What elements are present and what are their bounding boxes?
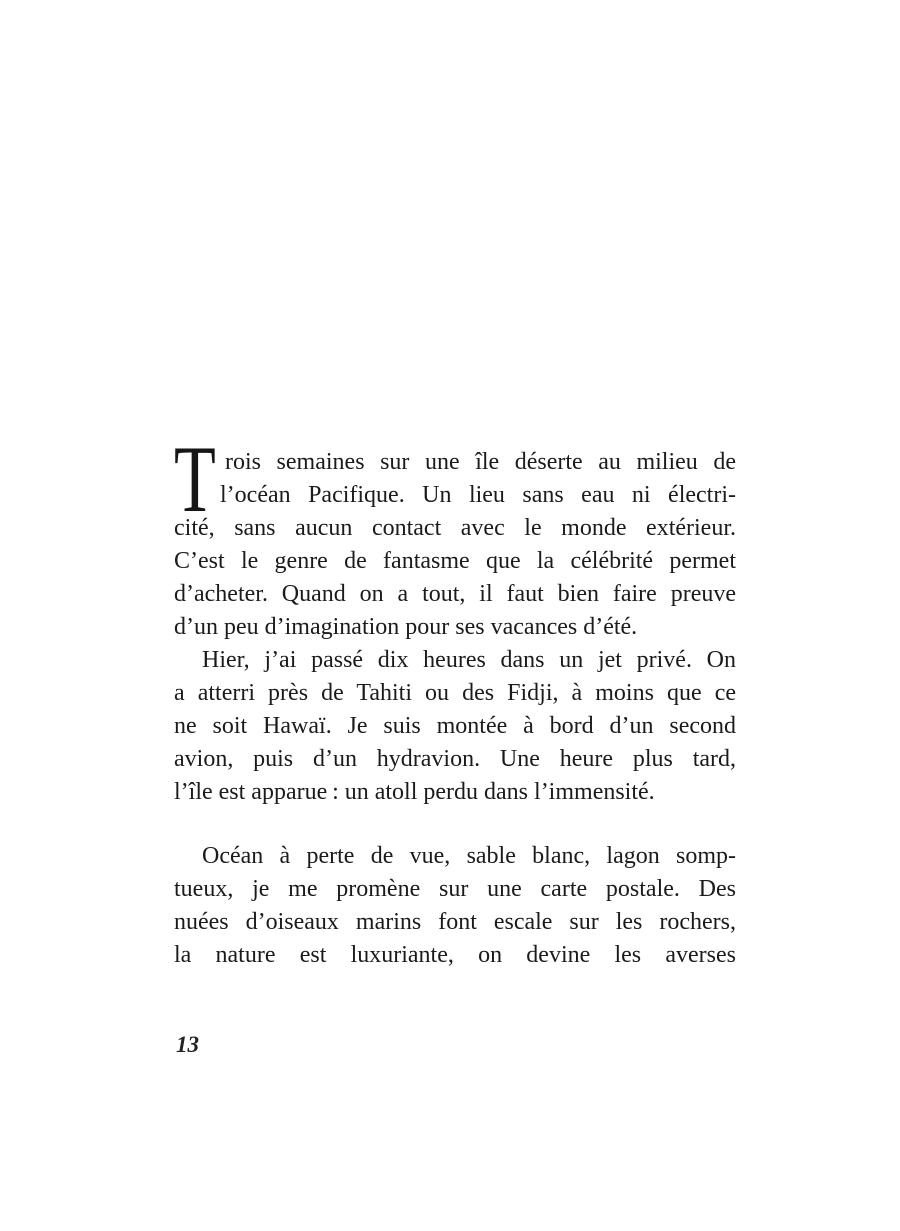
text-line: avion, puis d’un hydravion. Une heure plus tard, xyxy=(174,746,736,772)
page-number: 13 xyxy=(176,1032,199,1057)
text-line: la nature est luxuriante, on devine les averses xyxy=(174,942,736,968)
text-line: tueux, je me promène sur une carte postale. Des xyxy=(174,876,736,902)
text-line: C’est le genre de fantasme que la célébrité permet xyxy=(174,548,736,574)
paragraph-spacer xyxy=(174,809,736,840)
text-line: Océan à perte de vue, sable blanc, lagon somp- xyxy=(202,843,736,869)
text-line: rois semaines sur une île déserte au milieu de xyxy=(225,449,736,475)
text-line: l’île est apparue : un atoll perdu dans l’immensité. xyxy=(174,779,655,805)
text-line: l’océan Pacifique. Un lieu sans eau ni électri- xyxy=(220,482,736,508)
text-block xyxy=(174,426,736,972)
text-line: d’un peu d’imagination pour ses vacances d’été. xyxy=(174,614,638,640)
text-line: nuées d’oiseaux marins font escale sur les rochers, xyxy=(174,909,736,935)
text-line: d’acheter. Quand on a tout, il faut bien faire preuve xyxy=(174,581,736,607)
text-line: ne soit Hawaï. Je suis montée à bord d’un second xyxy=(174,713,736,739)
drop-cap: T xyxy=(174,426,216,532)
text-line: Hier, j’ai passé dix heures dans un jet privé. On xyxy=(202,647,736,673)
text-line: cité, sans aucun contact avec le monde extérieur. xyxy=(174,515,736,541)
text-line: a atterri près de Tahiti ou des Fidji, à moins que ce xyxy=(174,680,736,706)
